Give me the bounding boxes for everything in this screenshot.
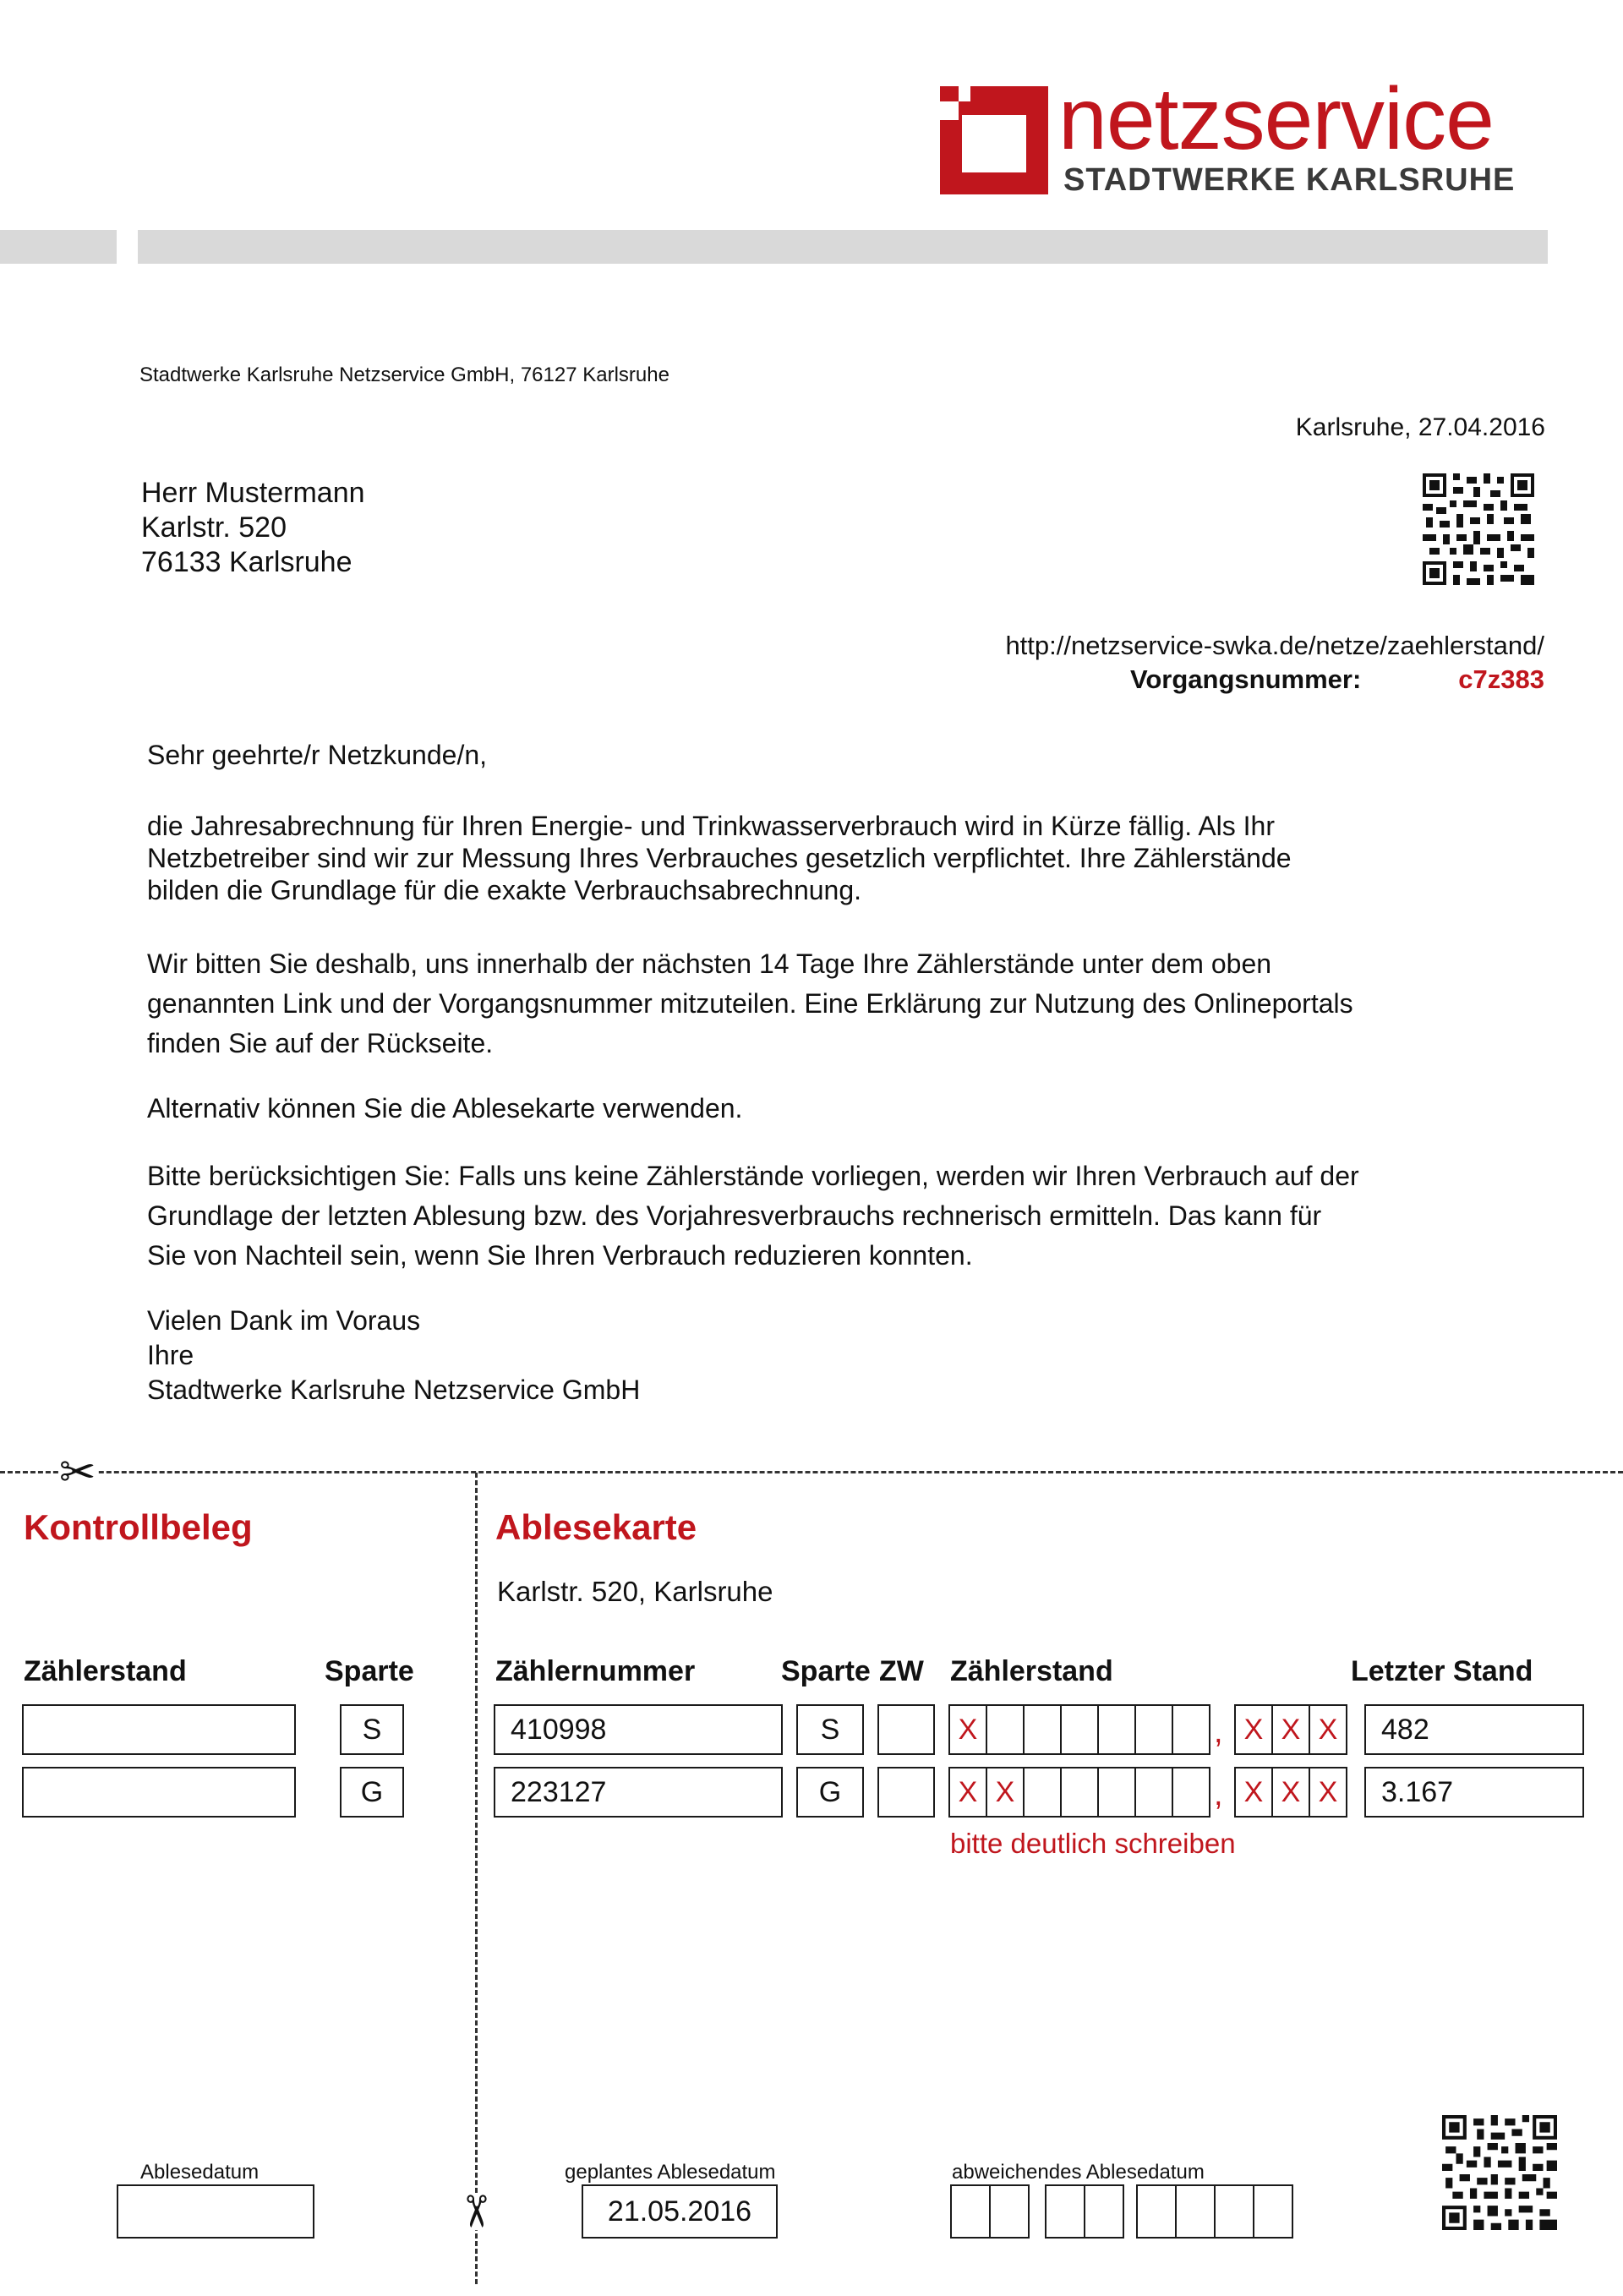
- ak-digit-input[interactable]: [1172, 1767, 1210, 1818]
- paragraph-line: finden Sie auf der Rückseite.: [147, 1028, 494, 1058]
- salutation: Sehr geehrte/r Netzkunde/n,: [147, 740, 488, 770]
- netzservice-logo-icon: [940, 86, 1048, 194]
- ak-digit-input[interactable]: [1023, 1704, 1062, 1755]
- abweichend-digit-input[interactable]: [1045, 2184, 1085, 2239]
- ak-digit-input[interactable]: [1172, 1704, 1210, 1755]
- ak-digit-input[interactable]: [1060, 1767, 1099, 1818]
- qr-code-icon: [1442, 2115, 1557, 2230]
- geplant-field: [582, 2184, 778, 2239]
- kb-sparte-value: G: [360, 1776, 384, 1808]
- abweichend-digit-input[interactable]: [1214, 2184, 1254, 2239]
- ak-letzter-stand-field: [1364, 1704, 1584, 1755]
- ablesedatum-input[interactable]: [117, 2184, 314, 2239]
- paragraph-line: Wir bitten Sie deshalb, uns innerhalb der nächsten 14 Tage Ihre Zählerstände unter dem oben: [147, 948, 1272, 979]
- ak-digit-input[interactable]: [1023, 1767, 1062, 1818]
- paragraph-line: Sie von Nachteil sein, wenn Sie Ihren Verbrauch reduzieren konnten.: [147, 1240, 973, 1271]
- recipient-name: Herr Mustermann: [141, 477, 365, 509]
- ak-zaehlernummer-field: [494, 1767, 783, 1818]
- ak-decimal-input[interactable]: X: [1271, 1767, 1310, 1818]
- ak-zaehlernummer-value: 410998: [511, 1714, 607, 1746]
- closing-line: Ihre: [147, 1340, 194, 1370]
- paragraph-line: Bitte berücksichtigen Sie: Falls uns keine Zählerstände vorliegen, werden wir Ihren Verbrauch auf der: [147, 1161, 1359, 1191]
- ak-digit-input[interactable]: [1097, 1767, 1136, 1818]
- ablesekarte-title: Ablesekarte: [495, 1507, 697, 1547]
- kb-sparte-field: [340, 1767, 404, 1818]
- geplant-label: geplantes Ablesedatum: [565, 2161, 776, 2184]
- ablesedatum-label: Ablesedatum: [140, 2161, 260, 2184]
- ak-col-sparte: Sparte: [781, 1655, 871, 1687]
- cut-line-vertical: [475, 1473, 478, 2284]
- ak-col-zaehlerstand: Zählerstand: [950, 1655, 1113, 1687]
- ak-decimal-input[interactable]: X: [1309, 1704, 1347, 1755]
- ak-letzter-stand-value: 3.167: [1381, 1776, 1454, 1808]
- ak-col-nummer: Zählernummer: [495, 1655, 696, 1687]
- kb-sparte-field: [340, 1704, 404, 1755]
- geplant-value: 21.05.2016: [607, 2195, 752, 2228]
- brand-logo: [940, 70, 1549, 198]
- ak-sparte-field: [796, 1704, 864, 1755]
- ak-decimal-input[interactable]: X: [1309, 1767, 1347, 1818]
- abweichend-digit-input[interactable]: [1253, 2184, 1293, 2239]
- header-bar-left: [0, 230, 117, 264]
- paragraph-line: die Jahresabrechnung für Ihren Energie- und Trinkwasserverbrauch wird in Kürze fällig. Als Ihr: [147, 811, 1275, 841]
- kb-col-sparte: Sparte: [325, 1655, 414, 1687]
- cut-line-horizontal: [0, 1471, 1623, 1473]
- qr-code-icon: [1423, 473, 1534, 585]
- ablesekarte-address: Karlstr. 520, Karlsruhe: [497, 1576, 773, 1607]
- ak-decimal-input[interactable]: X: [1234, 1767, 1273, 1818]
- kb-sparte-value: S: [362, 1714, 382, 1746]
- paragraph-line: bilden die Grundlage für die exakte Verbrauchsabrechnung.: [147, 875, 862, 905]
- abweichend-label: abweichendes Ablesedatum: [952, 2161, 1205, 2184]
- kontrollbeleg-title: Kontrollbeleg: [24, 1507, 253, 1547]
- ak-sparte-field: [796, 1767, 864, 1818]
- abweichend-digit-input[interactable]: [950, 2184, 991, 2239]
- letter-paragraph-2: [147, 944, 1533, 1063]
- ak-zw-input[interactable]: [877, 1704, 935, 1755]
- letter-paragraph-4: [147, 1156, 1533, 1276]
- ak-letzter-stand-value: 482: [1381, 1714, 1429, 1746]
- ak-digit-input[interactable]: [1060, 1704, 1099, 1755]
- ak-decimal-input[interactable]: X: [1271, 1704, 1310, 1755]
- abweichend-digit-input[interactable]: [989, 2184, 1030, 2239]
- ak-sparte-value: S: [820, 1714, 840, 1746]
- ak-zaehlernummer-value: 223127: [511, 1776, 607, 1808]
- ak-col-letzter-stand: Letzter Stand: [1351, 1655, 1533, 1687]
- write-clearly-hint: bitte deutlich schreiben: [950, 1828, 1236, 1859]
- letter-paragraph-3: Alternativ können Sie die Ablesekarte verwenden.: [147, 1093, 743, 1123]
- paragraph-line: Grundlage der letzten Ablesung bzw. des Vorjahresverbrauchs rechnerisch ermitteln. Das kann für: [147, 1200, 1322, 1231]
- kb-zaehlerstand-input[interactable]: [22, 1767, 296, 1818]
- ak-col-zw: ZW: [879, 1655, 924, 1687]
- kb-col-zaehlerstand: Zählerstand: [24, 1655, 187, 1687]
- kb-zaehlerstand-input[interactable]: [22, 1704, 296, 1755]
- sender-line: Stadtwerke Karlsruhe Netzservice GmbH, 76127 Karlsruhe: [139, 364, 669, 386]
- brand-subline: STADTWERKE KARLSRUHE: [1063, 162, 1516, 198]
- abweichend-digit-input[interactable]: [1175, 2184, 1216, 2239]
- decimal-separator: ,: [1214, 1777, 1223, 1812]
- portal-url[interactable]: http://netzservice-swka.de/netze/zaehlerstand/: [1005, 631, 1544, 660]
- vorgang-label: Vorgangsnummer:: [1130, 664, 1362, 694]
- vorgang-value: c7z383: [1458, 664, 1544, 694]
- closing-line: Stadtwerke Karlsruhe Netzservice GmbH: [147, 1375, 641, 1405]
- ak-digit-input[interactable]: [1134, 1704, 1173, 1755]
- abweichend-digit-input[interactable]: [1084, 2184, 1124, 2239]
- letter-paragraph-1: [147, 810, 1533, 906]
- header-bar-right: [138, 230, 1548, 264]
- scissors-icon: ✂: [59, 1448, 96, 1497]
- ak-letzter-stand-field: [1364, 1767, 1584, 1818]
- ak-decimal-input[interactable]: X: [1234, 1704, 1273, 1755]
- ak-zw-input[interactable]: [877, 1767, 935, 1818]
- paragraph-line: Netzbetreiber sind wir zur Messung Ihres Verbrauches gesetzlich verpflichtet. Ihre Zählerstände: [147, 843, 1292, 873]
- letter-date: Karlsruhe, 27.04.2016: [1295, 413, 1545, 441]
- recipient-city: 76133 Karlsruhe: [141, 546, 352, 578]
- scissors-icon: ✂: [450, 2193, 500, 2230]
- ak-digit-input[interactable]: [1134, 1767, 1173, 1818]
- recipient-street: Karlstr. 520: [141, 511, 287, 544]
- paragraph-line: genannten Link und der Vorgangsnummer mitzuteilen. Eine Erklärung zur Nutzung des Onlineportals: [147, 988, 1353, 1019]
- brand-name: netzservice: [1058, 70, 1494, 168]
- decimal-separator: ,: [1214, 1714, 1223, 1750]
- abweichend-digit-input[interactable]: [1136, 2184, 1177, 2239]
- ak-digit-input[interactable]: [986, 1704, 1025, 1755]
- closing-line: Vielen Dank im Voraus: [147, 1305, 421, 1336]
- recipient-address: [141, 476, 365, 580]
- ak-zaehlernummer-field: [494, 1704, 783, 1755]
- letter-closing: [147, 1304, 1533, 1408]
- ak-digit-input[interactable]: X: [986, 1767, 1025, 1818]
- ak-digit-input[interactable]: [1097, 1704, 1136, 1755]
- ak-digit-input[interactable]: X: [948, 1704, 987, 1755]
- ak-sparte-value: G: [818, 1776, 842, 1808]
- ak-digit-input[interactable]: X: [948, 1767, 987, 1818]
